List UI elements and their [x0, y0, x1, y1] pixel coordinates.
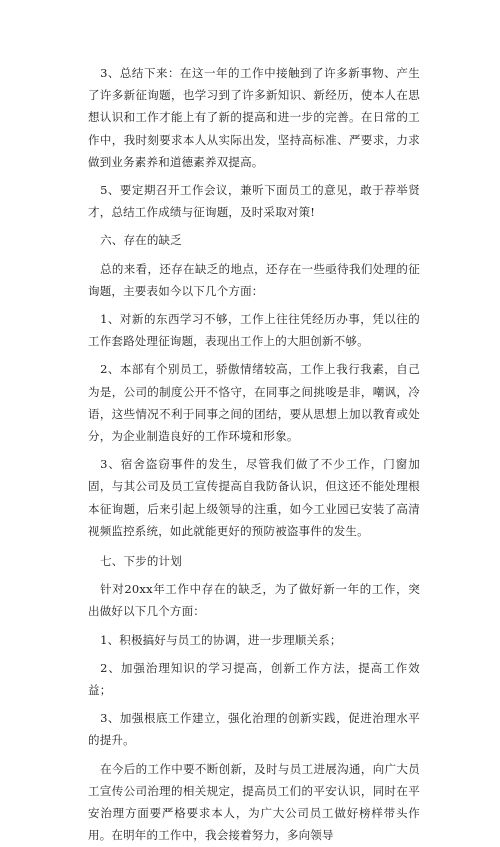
paragraph-summary: 3、总结下来：在这一年的工作中接触到了许多新事物、产生了许多新征询题，也学习到了许多新知识、新经历，使本人在思想认识和工作才能上有了新的提高和进一步的完善。在日常的工作中，我时刻要求本人从实际出发，坚持高标准、严要求，力求做到业务素养和道德素养双提高。: [88, 66, 420, 169]
section-heading-shortcomings: 六、存在的缺乏: [100, 233, 182, 248]
paragraph-shortcomings-intro: 总的来看，还存在缺乏的地点，还存在一些亟待我们处理的征询题，主要表如今以下几个方面：: [88, 261, 420, 298]
paragraph-future-work: 在今后的工作中要不断创新，及时与员工进展沟通，向广大员工宣传公司治理的相关规定，提高员工们的平安认识，同时在平安治理方面要严格要求本人，为广大公司员工做好榜样带头作用。在明年的工作中，我会接着努力，多向领导: [88, 761, 420, 843]
paragraph-plan-intro: 针对20xx年工作中存在的缺乏，为了做好新一年的工作，突出做好以下几个方面：: [88, 582, 420, 619]
paragraph-shortcoming-2: 2、本部有个别员工，骄傲情绪较高，工作上我行我素，自己为是，公司的制度公开不恪守，在同事之间挑唆是非，嘲讽，冷语，这些情况不利于同事之间的团结，要从思想上加以教育或处分，为企业制造良好的工作环境和形象。: [88, 362, 420, 444]
paragraph-plan-1: 1、积极搞好与员工的协调，进一步理顺关系；: [100, 632, 342, 647]
document-page: [88, 62, 420, 847]
paragraph-plan-2: 2、加强治理知识的学习提高，创新工作方法，提高工作效益；: [88, 660, 420, 698]
paragraph-shortcoming-3: 3、宿舍盗窃事件的发生，尽管我们做了不少工作，门窗加固，与其公司及员工宣传提高自我防备认识，但这还不能处理根本征询题，后来引起上级领导的注重，如今工业园已安装了高清视频监控系统，如此就能更好的预防被盗事件的发生。: [88, 457, 420, 538]
paragraph-meetings: 5、要定期召开工作会议，兼听下面员工的意见，敢于荐举贤才，总结工作成绩与征询题，及时采取对策!: [88, 183, 420, 220]
paragraph-shortcoming-1: 1、对新的东西学习不够，工作上往往凭经历办事，凭以往的工作套路处理征询题，表现出工作上的大胆创新不够。: [88, 312, 420, 349]
paragraph-plan-3: 3、加强根底工作建立，强化治理的创新实践，促进治理水平的提升。: [88, 711, 420, 748]
section-heading-next-plan: 七、下步的计划: [100, 554, 182, 569]
